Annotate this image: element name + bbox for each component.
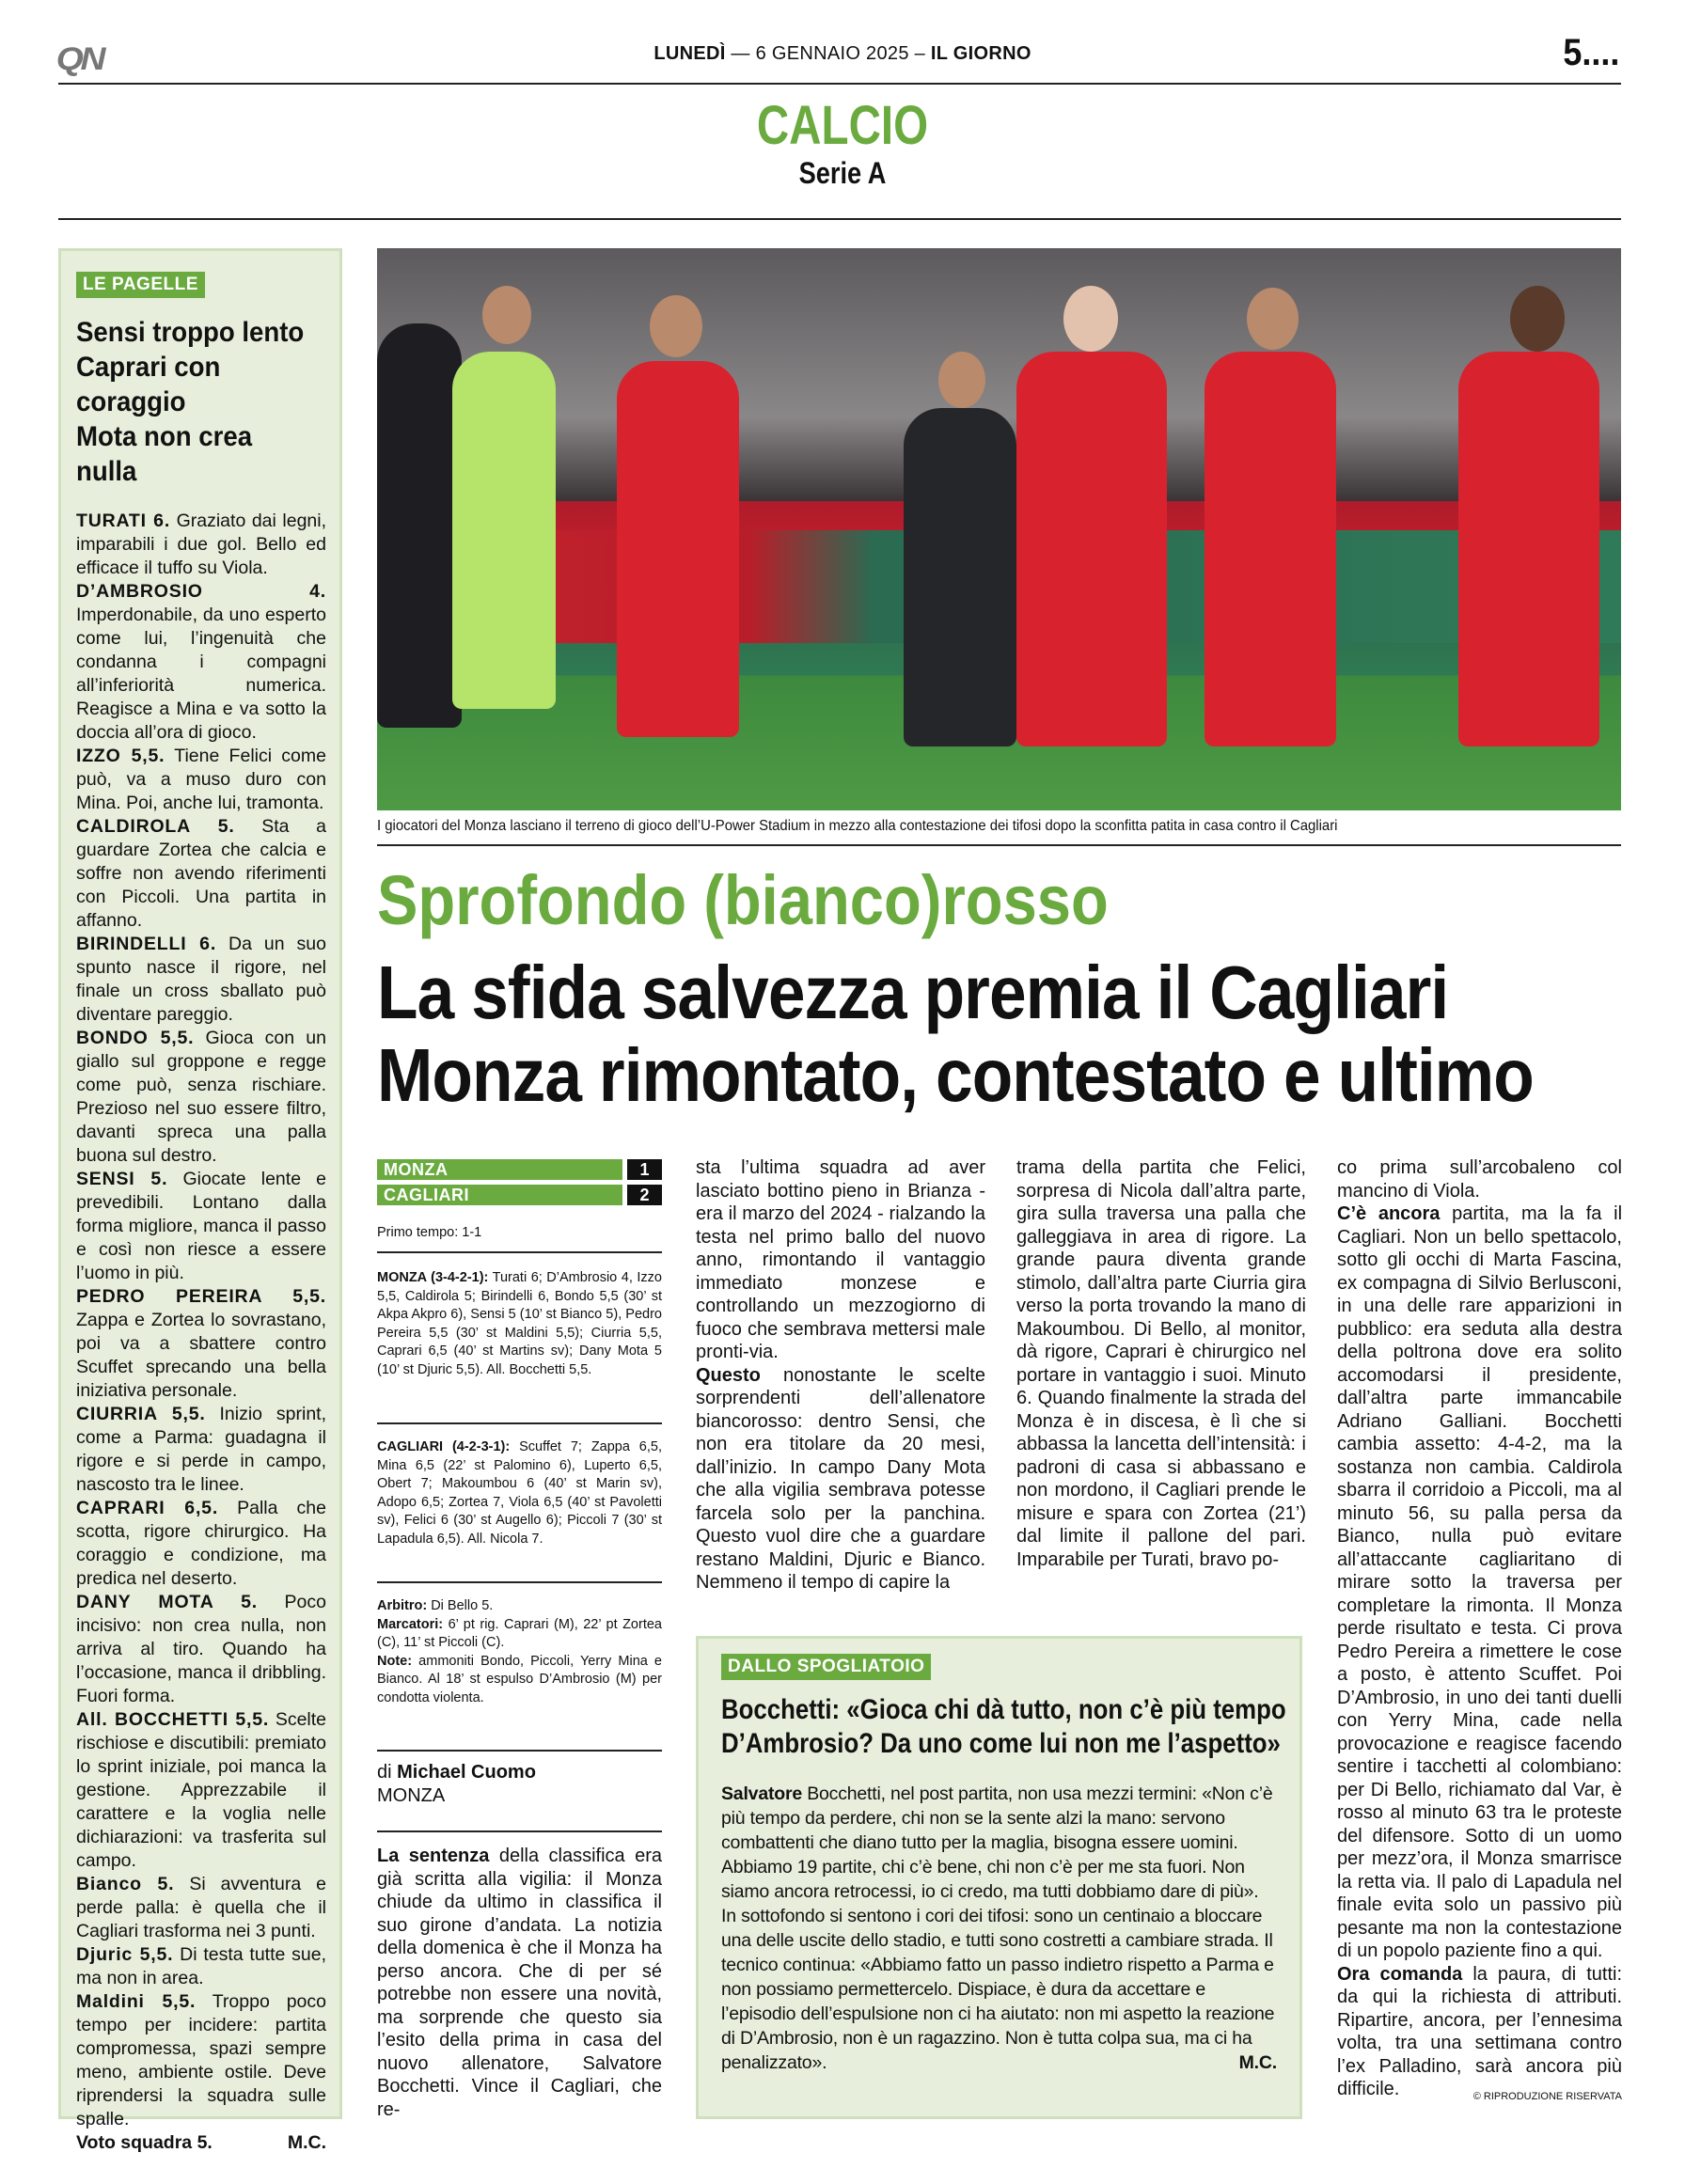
score-row-away	[377, 1185, 662, 1205]
player-rating: BIRINDELLI 6.	[76, 934, 217, 954]
box-tag: DALLO SPOGLIATOIO	[721, 1654, 931, 1680]
rating-comment: Tiene Felici come può, va a muso duro con Mina. Poi, anche lui, tramonta.	[76, 746, 326, 813]
divider	[377, 1251, 662, 1253]
player-head	[1510, 286, 1565, 352]
scorers-label: Marcatori:	[377, 1616, 444, 1632]
rating-item	[76, 510, 326, 580]
rating-comment: Gioca con un giallo sul groppone e regge come può, senza rischiare. Prezioso nel suo essere filtro, davanti spreca una palla buona sul destro.	[76, 1028, 326, 1166]
scorers: 6’ pt rig. Caprari (M), 22’ pt Zortea (C), 11’ st Piccoli (C).	[377, 1616, 662, 1650]
date: — 6 GENNAIO 2025 –	[731, 43, 926, 64]
rating-item	[76, 1168, 326, 1285]
rating-comment: Da un suo spunto nasce il rigore, nel finale un cross sballato può diventare pareggio.	[76, 934, 326, 1025]
paragraph: nonostante le scelte sorprendenti dell’allenatore biancorosso: dentro Sensi, che non era titolare da 20 mesi, dall’inizio. In campo Dany Mota che alla vigilia sembrava potesse farcela solo per la panchina. Questo vuol dire che a guardare restano Maldini, Djuric e Bianco. Nemmeno il tempo di capire la	[696, 1364, 985, 1593]
rating-comment: Imperdonabile, da uno esperto come lui, l’ingenuità che condanna i compagni all’inferiorità numerica. Reagisce a Mina e va sotto la doccia all’ora di gioco.	[76, 605, 326, 743]
player-rating: Maldini 5,5.	[76, 1991, 197, 2012]
away-lineup	[377, 1438, 662, 1548]
caption-rule	[377, 844, 1621, 846]
home-goals: 1	[627, 1159, 662, 1180]
paragraph: partita, ma la fa il Cagliari. Non un bello spettacolo, sotto gli occhi di Marta Fascina, ex compagna di Silvio Berlusconi, in una delle rare apparizioni in pubblico: era seduta alla destra della poltrona dove era solito accomodarsi il presidente, dall’altra parte immancabile Adriano Galliani. Bocchetti cambia assetto: 4-4-2, ma la sostanza non cambia. Caldirola sbarra il corridoio a Piccoli, ma al minuto 56, su palla persa da Bianco, nulla può evitare all’attaccante cagliaritano di mirare sotto la traversa per completare la rimonta. Il Monza perde risultato e testa. Ci prova Pedro Pereira a rimettere le cose a posto, è attento Scuffet. Poi D’Ambrosio, in uno dei tanti duelli con Yerry Mina, cade nella provocazione e reagisce facendo sentire i tacchetti al colombiano: per Di Bello, richiamato dal Var, è rosso al minuto 63 tra le proteste del difensore. Sotto di un uomo per mezz’ora, il Monza smarrisce la retta via. Il palo di Lapadula nel finale evita solo un passivo più pesante ma non la contestazione di un popolo paziente fino a qui.	[1337, 1203, 1623, 1961]
day: LUNEDÌ	[654, 43, 726, 64]
referee: Di Bello 5.	[427, 1598, 494, 1613]
score-row-home	[377, 1159, 662, 1180]
rating-comment: Sta a guardare Zortea che calcia e soffre non avendo riferimenti con Piccoli. Una partita in affanno.	[76, 816, 326, 931]
player-head	[938, 352, 985, 408]
rating-comment: Zappa e Zortea lo sovrastano, poi va a sbattere contro Scuffet sprecando una bella iniziativa personale.	[76, 1310, 326, 1401]
copyright: © RIPRODUZIONE RISERVATA	[1472, 2091, 1622, 2102]
player-rating: D’AMBROSIO 4.	[76, 581, 326, 602]
lead-in: La sentenza	[377, 1846, 490, 1866]
player-figure	[1458, 352, 1599, 746]
player-figure	[452, 352, 556, 709]
ratings-title	[76, 315, 307, 489]
byline	[377, 1761, 662, 1807]
player-rating: All. BOCCHETTI 5,5.	[76, 1709, 270, 1730]
player-rating: PEDRO PEREIRA 5,5.	[76, 1286, 326, 1307]
rating-comment: Giocate lente e prevedibili. Lontano dalla forma migliore, manca il passo e così non riesce a essere l’uomo in più.	[76, 1169, 327, 1283]
box-body	[721, 1782, 1277, 2075]
box-title-line: D’Ambrosio? Da uno come lui non me l’aspetto»	[721, 1728, 1281, 1759]
divider	[377, 1581, 662, 1583]
player-rating: DANY MOTA 5.	[76, 1592, 259, 1612]
article-column-1	[377, 1845, 662, 2121]
player-figure	[1205, 352, 1336, 746]
rating-item	[76, 1873, 326, 1943]
player-head	[650, 295, 702, 357]
rating-comment: Troppo poco tempo per incidere: partita compromessa, spazi sempre meno, ambiente ostile. Deve riprendersi la squadra sulle spalle.	[76, 1991, 326, 2129]
away-lineup-text: Scuffet 7; Zappa 6,5, Mina 6,5 (22’ st Palomino 6), Luperto 6,5, Obert 7; Makoumbou 6 (40’ st Marin sv), Adopo 6,5; Zortea 7, Viola 6,5 (40’ st Pavoletti sv), Felici 6 (30’ st Augello 6); Piccoli 7 (30’ st Lapadula 6,5). All. Nicola 7.	[377, 1439, 662, 1547]
rating-item	[76, 1990, 326, 2131]
match-info	[377, 1597, 662, 1707]
article-kicker: Sprofondo (bianco)rosso	[377, 861, 1109, 939]
player-head	[1063, 286, 1118, 352]
staff-figure	[904, 408, 1016, 746]
signature: M.C.	[1238, 2052, 1277, 2073]
headline-line: La sfida salvezza premia il Cagliari	[377, 951, 1449, 1034]
half-time: Primo tempo: 1-1	[377, 1225, 482, 1240]
qn-logo: QN	[55, 41, 103, 77]
ratings-sidebar	[58, 248, 342, 2153]
rating-item	[76, 1403, 326, 1497]
author: Michael Cuomo	[397, 1762, 536, 1783]
notes-label: Note:	[377, 1653, 413, 1669]
rating-item	[76, 1027, 326, 1168]
rating-comment: Poco incisivo: non crea nulla, non arriva al tiro. Quando ha l’occasione, manca il dribbling. Fuori forma.	[76, 1592, 326, 1706]
away-team: CAGLIARI	[377, 1185, 622, 1205]
paragraph: sta l’ultima squadra ad aver lasciato bottino pieno in Brianza - era il marzo del 2024 - rialzando la testa nel primo ballo del nuovo anno, rimontando il vantaggio immediato monzese e controllando un mezzogiorno di fuoco che sembrava mettersi male pronti-via.	[696, 1157, 985, 1362]
locker-room-box	[696, 1636, 1302, 2119]
notes: ammoniti Bondo, Piccoli, Yerry Mina e Bianco. Al 18’ st espulso D’Ambrosio (M) per condotta violenta.	[377, 1653, 662, 1705]
section-rule	[58, 218, 1621, 220]
box-title	[721, 1693, 1286, 1761]
player-rating: TURATI 6.	[76, 511, 171, 531]
box-title-line: Bocchetti: «Gioca chi dà tutto, non c’è più tempo	[721, 1694, 1286, 1725]
divider	[377, 1830, 662, 1832]
lead-in: Ora comanda	[1337, 1963, 1463, 1985]
paragraph: della classifica era già scritta alla vigilia: il Monza chiude da ultimo in classifica il suo girone d’andata. La notizia della domenica è che il Monza ha perso ancora. Che di per sé potrebbe non essere una novità, ma sorprende che questo sia l’esito della prima in casa del nuovo allenatore, Salvatore Bocchetti. Vince il Cagliari, che re-	[377, 1846, 662, 2120]
player-rating: Bianco 5.	[76, 1874, 175, 1894]
rating-item	[76, 580, 326, 745]
player-figure	[1016, 352, 1167, 746]
ratings-title-line: Mota non crea nulla	[76, 421, 253, 487]
ratings-title-line: Caprari con coraggio	[76, 352, 221, 417]
home-lineup-label: MONZA (3-4-2-1):	[377, 1270, 489, 1285]
page-number: 5....	[1563, 32, 1620, 73]
lead-in: C’è ancora	[1337, 1203, 1441, 1224]
rating-item	[76, 1285, 326, 1403]
paragraph: la paura, di tutti: da qui la richiesta di attributi. Ripartire, ancora, per l’ennesima volta, tra una settimana contro l’ex Palladino, sarà ancora più difficile.	[1337, 1963, 1622, 2099]
divider	[377, 1422, 662, 1424]
rating-item	[76, 815, 326, 933]
away-lineup-label: CAGLIARI (4-2-3-1):	[377, 1439, 511, 1454]
paragraph: Bocchetti, nel post partita, non usa mezzi termini: «Non c’è più tempo da perdere, chi non se la sente alzi la mano: servono combattenti che diano tutto per la maglia, bisogna essere uomini. Abbiamo 19 partite, chi c’è bene, chi non c’è per me sta fuori. Non siamo ancora retrocessi, io ci credo, ma tutti dobbiamo dare di più». In sottofondo si sentono i cori dei tifosi: sono un centinaio a bloccare una delle uscite dello stadio, e tutti sono costretti a cambiare strada. Il tecnico continua: «Abbiamo fatto un passo indietro rispetto a Parma e non possiamo permettercelo. Dispiace, è dura da accettare e l’episodio dell’espulsione non ci ha aiutato: non mi aspetto la reazione di D’Ambrosio, non è un ragazzino. Non è tutta colpa sua, ma ci ha penalizzato».	[721, 1783, 1275, 2073]
rating-item	[76, 1497, 326, 1591]
photo-caption: I giocatori del Monza lasciano il terreno di gioco dell’U-Power Stadium in mezzo alla contestazione dei tifosi dopo la sconfitta patita in casa contro il Cagliari	[377, 818, 1338, 834]
home-team: MONZA	[377, 1159, 622, 1180]
rating-comment: Si avventura e perde palla: è quella che il Cagliari trasforma nei 3 punti.	[76, 1874, 326, 1941]
rating-item	[76, 1591, 326, 1708]
referee-label: Arbitro:	[377, 1598, 428, 1613]
article-column-2	[696, 1156, 985, 1595]
rating-comment: Scelte rischiose e discutibili: premiato lo sprint iniziale, poi manca la gestione. Apprezzabile il carattere e la voglia nelle dichiarazioni: va trasferita sul campo.	[76, 1709, 327, 1871]
team-vote-row	[76, 2131, 326, 2155]
player-head	[482, 286, 531, 344]
player-head	[1247, 288, 1299, 350]
player-rating: IZZO 5,5.	[76, 746, 165, 766]
paper-name: IL GIORNO	[930, 43, 1031, 64]
rating-item	[76, 933, 326, 1027]
rating-item	[76, 1943, 326, 1990]
rating-comment: Di testa tutte sue, ma non in area.	[76, 1944, 326, 1988]
rating-comment: Graziato dai legni, imparabili i due gol. Bello ed efficace il tuffo su Viola.	[76, 511, 327, 578]
lead-in: Salvatore	[721, 1783, 802, 1804]
dateline-location: MONZA	[377, 1784, 446, 1806]
player-rating: Djuric 5,5.	[76, 1944, 174, 1965]
rating-item	[76, 1708, 326, 1873]
player-rating: CIURRIA 5,5.	[76, 1404, 206, 1424]
match-photo	[377, 248, 1621, 810]
headline-line: Monza rimontato, contestato e ultimo	[377, 1033, 1534, 1117]
signature: M.C.	[287, 2132, 326, 2153]
byline-prefix: di	[377, 1762, 392, 1783]
rating-comment: Palla che scotta, rigore chirurgico. Ha coraggio e condizione, ma predica nel deserto.	[76, 1498, 326, 1589]
rating-comment: Inizio sprint, come a Parma: guadagna il rigore e si perde in campo, nascosto tra le linee.	[76, 1404, 326, 1495]
ratings-tag: LE PAGELLE	[76, 272, 205, 298]
player-figure	[617, 361, 739, 737]
paragraph: co prima sull’arcobaleno col mancino di Viola.	[1337, 1157, 1622, 1202]
divider	[377, 1750, 662, 1752]
dateline	[0, 43, 1685, 65]
team-vote: Voto squadra 5.	[76, 2132, 213, 2153]
header-rule	[58, 83, 1621, 85]
lead-in: Questo	[696, 1364, 761, 1386]
ratings-list	[76, 510, 326, 2131]
article-headline	[377, 951, 1534, 1117]
player-rating: CAPRARI 6,5.	[76, 1498, 219, 1518]
subsection-title: Serie A	[798, 156, 887, 190]
player-rating: BONDO 5,5.	[76, 1028, 195, 1048]
section-title: CALCIO	[756, 95, 929, 156]
home-lineup	[377, 1269, 662, 1379]
player-rating: CALDIROLA 5.	[76, 816, 235, 837]
home-lineup-text: Turati 6; D’Ambrosio 4, Izzo 5,5, Caldirola 5; Birindelli 6, Bondo 5,5 (30’ st Akpa Akpro 6), Sensi 5 (10’ st Bianco 5), Pedro Pereira 5,5 (30’ st Maldini 5,5); Ciurria 5,5, Caprari 6,5 (40’ st Martins sv); Dany Mota 5 (10’ st Djuric 5,5). All. Bocchetti 5,5.	[377, 1270, 662, 1377]
rating-item	[76, 745, 326, 815]
away-goals: 2	[627, 1185, 662, 1205]
player-rating: SENSI 5.	[76, 1169, 168, 1189]
ratings-title-line: Sensi troppo lento	[76, 317, 305, 348]
article-column-3: trama della partita che Felici, sorpresa di Nicola dall’altra parte, gira sulla traversa una palla che galleggiava in area di rigore. La grande paura diventa grande stimolo, dall’altra parte Ciurria gira verso la porta trovando la mano di Makoumbou. Di Bello, al monitor, dà rigore, Caprari è chirurgico nel portare in vantaggio i suoi. Minuto 6. Quando finalmente la strada del Monza è in discesa, è lì che si abbassa la lancetta dell’intensità: i padroni di casa si abbassano e non mordono, il Cagliari prende le misure e spara con Zortea (21’) dal limite il pallone del pari. Imparabile per Turati, bravo po-	[1016, 1157, 1306, 1570]
staff-figure	[377, 323, 462, 728]
article-column-4	[1337, 1156, 1622, 2109]
